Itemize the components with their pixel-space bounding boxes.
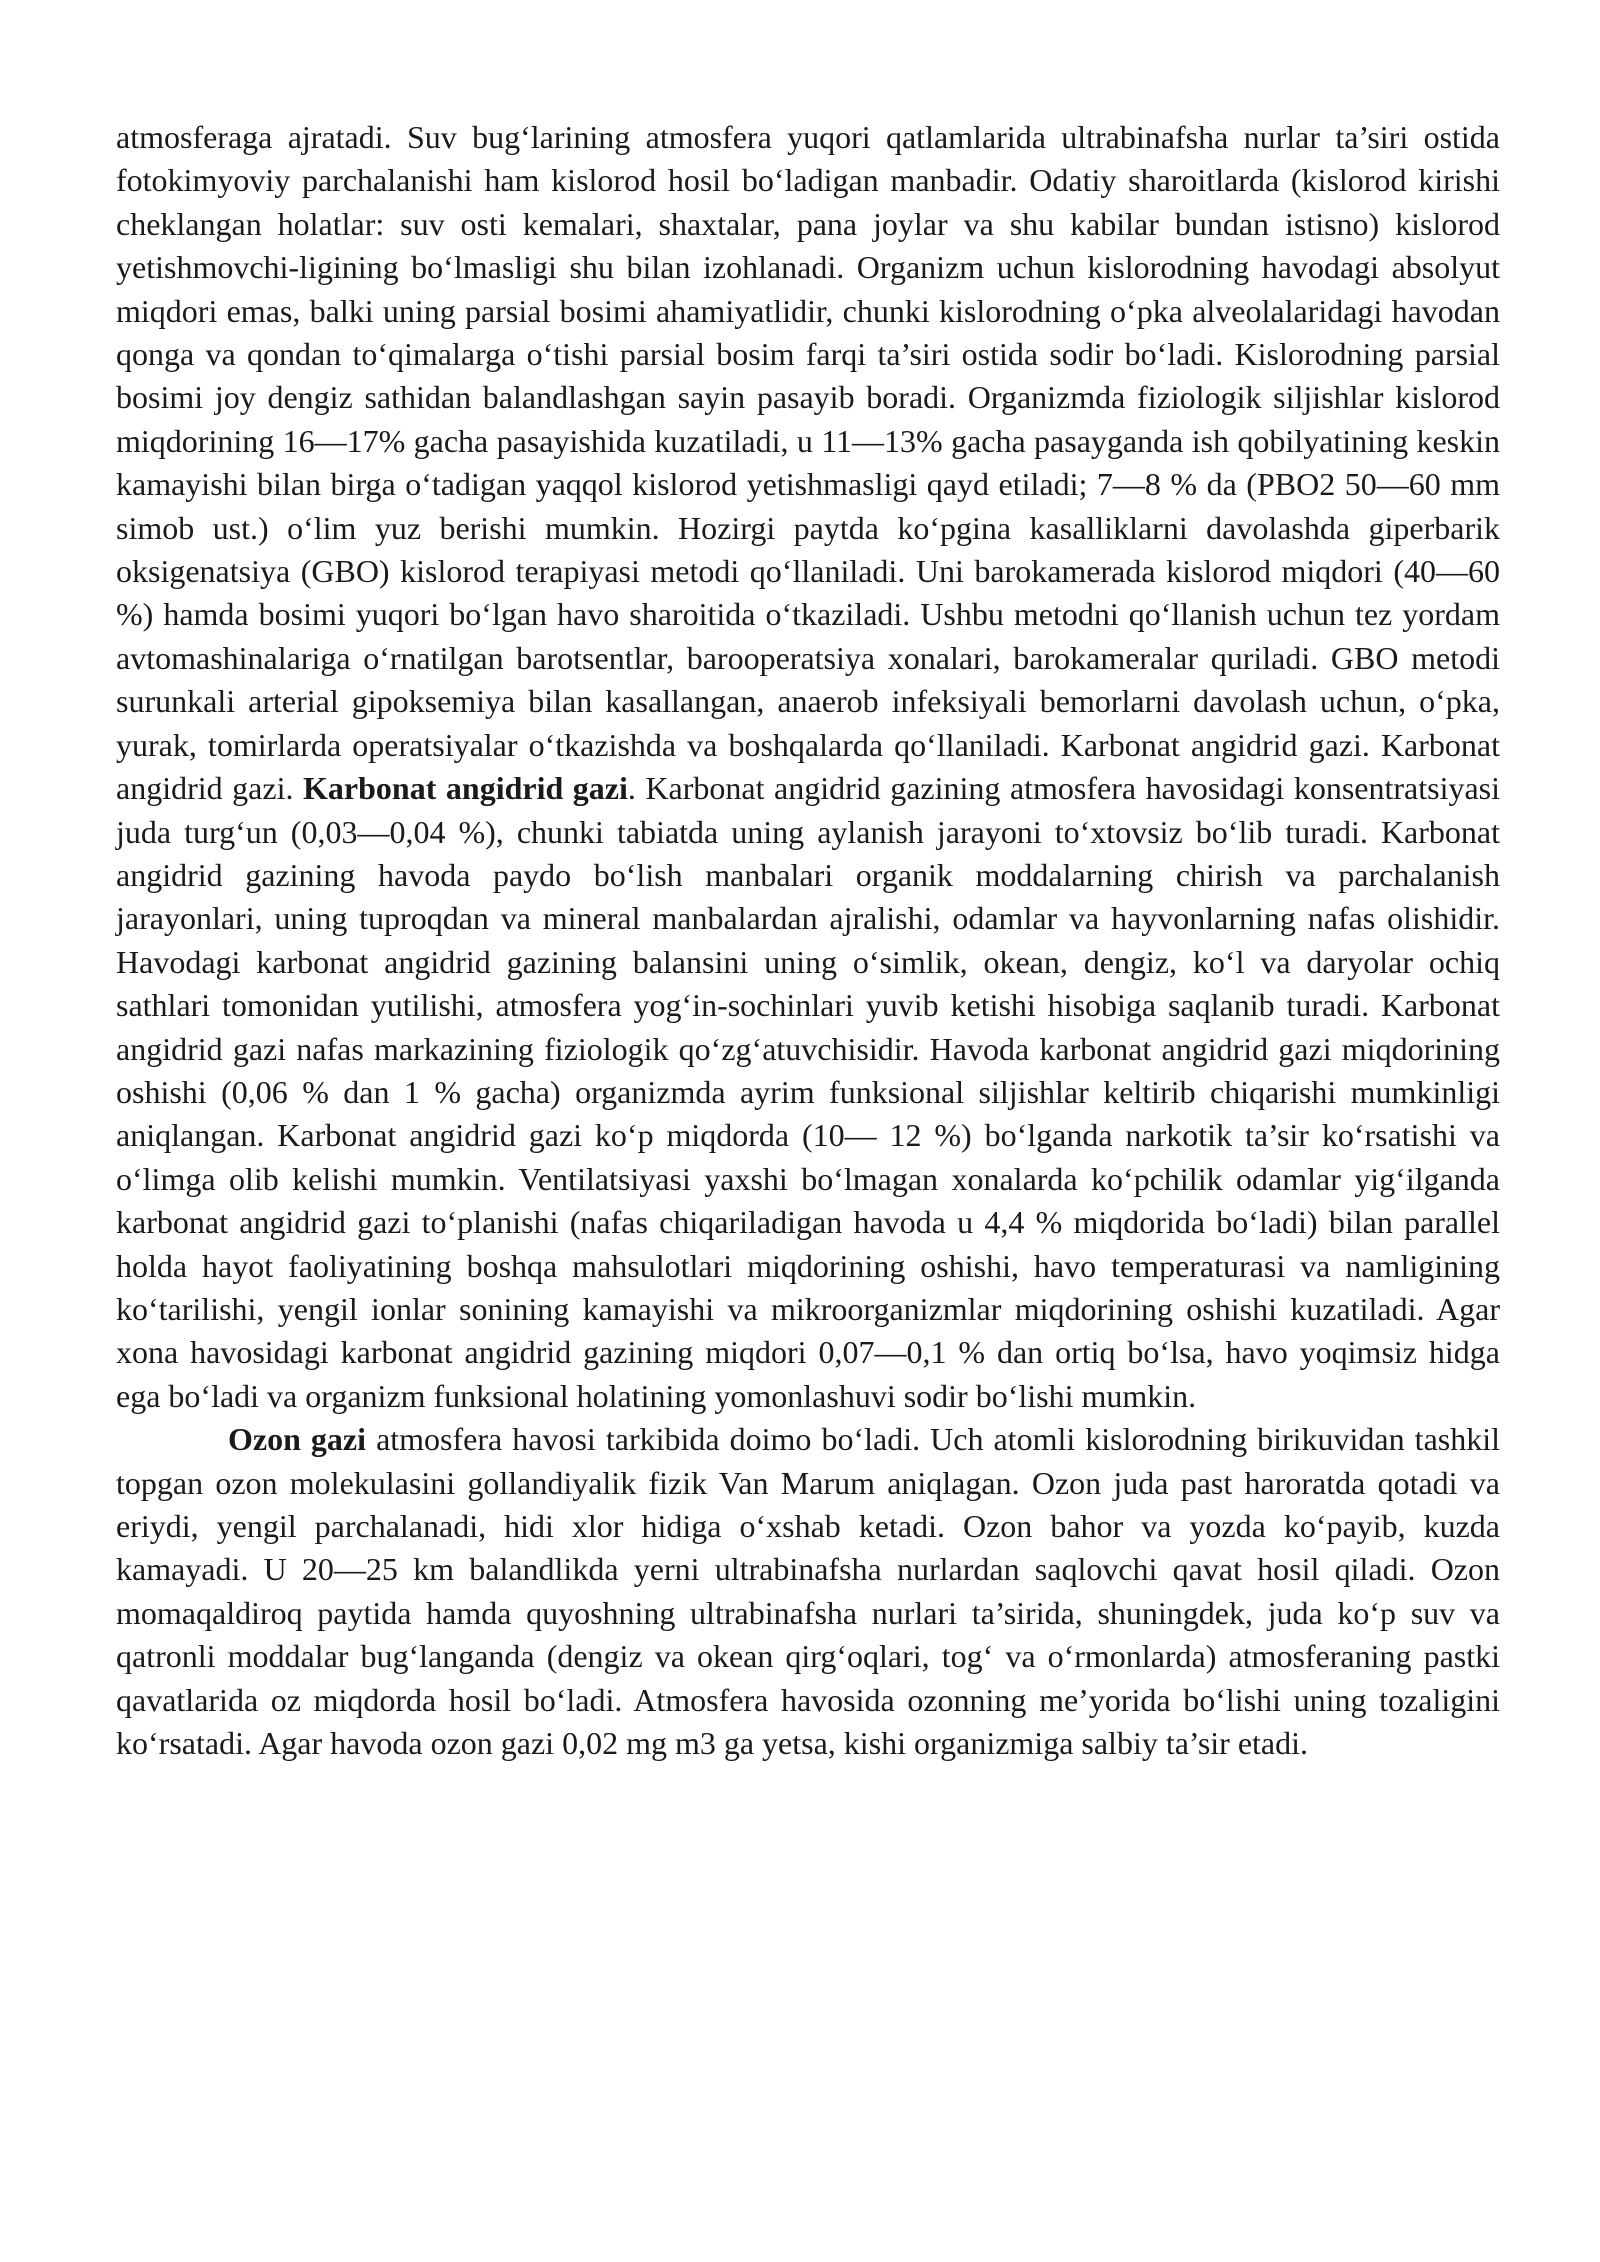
paragraph-text: atmosferaga ajratadi. Suv bug‘larining atmosfera yuqori qatlamlarida ultrabinafsha nurlar ta’siri ostida fotokimyoviy parchalanishi ham kislorod hosil bo‘ladigan manbadir. Odatiy sharoitlarda (kislorod kirishi cheklangan holatlar: suv osti kemalari, shaxtalar, pana joylar va shu kabilar bundan istisno) kislorod yetishmovchi-ligining bo‘lmasligi shu bilan izohlanadi. Organizm uchun kislorodning havodagi absolyut miqdori emas, balki uning parsial bosimi ahamiyatlidir, chunki kislorodning o‘pka alveolalaridagi havodan qonga va qondan to‘qimalarga o‘tishi parsial bosim farqi ta’siri ostida sodir bo‘ladi. Kislorodning parsial bosimi joy dengiz sathidan balandlashgan sayin pasayib boradi. Organizmda fiziologik siljishlar kislorod miqdorining 16—17% gacha pasayishida kuzatiladi, u 11—13% gacha pasayganda ish qobilyatining keskin kamayishi bilan birga o‘tadigan yaqqol kislorod yetishmasligi qayd etiladi; 7—8 % da (PBO2 50—60 mm simob ust.) o‘lim yuz berishi mumkin. Hozirgi paytda ko‘pgina kasalliklarni davolashda giperbarik oksigenatsiya (GBO) kislorod terapiyasi metodi qo‘llaniladi. Uni barokamerada kislorod miqdori (40—60 %) hamda bosimi yuqori bo‘lgan havo sharoitida o‘tkaziladi. Ushbu metodni qo‘llanish uchun tez yordam avtomashinalariga o‘rnatilgan barotsentlar, barooperatsiya xonalari, barokameralar quriladi. GBO metodi surunkali arterial gipoksemiya bilan kasallangan, anaerob infeksiyali bemorlarni davolash uchun, o‘pka, yurak, tomirlarda operatsiyalar o‘tkazishda va boshqalarda qo‘llaniladi. Karbonat angidrid gazi. Karbonat angidrid gazi. [116, 119, 1500, 807]
section-heading-carbon-dioxide: Karbonat angidrid gazi [303, 770, 628, 807]
paragraph-text: atmosfera havosi tarkibida doimo bo‘ladi. Uch atomli kislorodning birikuvidan tashkil topgan ozon molekulasini gollandiyalik fizik Van Marum aniqlagan. Ozon juda past haroratda qotadi va eriydi, yengil parchalanadi, hidi xlor hidiga o‘xshab ketadi. Ozon bahor va yozda ko‘payib, kuzda kamayadi. U 20—25 km balandlikda yerni ultrabinafsha nurlardan saqlovchi qavat hosil qiladi. Ozon momaqaldiroq paytida hamda quyoshning ultrabinafsha nurlari ta’sirida, shuningdek, juda ko‘p suv va qatronli moddalar bug‘langanda (dengiz va okean qirg‘oqlari, tog‘ va o‘rmonlarda) atmosferaning pastki qavatlarida oz miqdorda hosil bo‘ladi. Atmosfera havosida ozonning me’yorida bo‘lishi uning tozaligini ko‘rsatadi. Agar havoda ozon gazi 0,02 mg m3 ga yetsa, kishi organizmiga salbiy ta’sir etadi. [116, 1421, 1501, 1762]
section-heading-ozone: Ozon gazi [228, 1421, 367, 1458]
paragraph-ozone [116, 1418, 1500, 1765]
paragraph-text: . Karbonat angidrid gazining atmosfera havosidagi konsentratsiyasi juda turg‘un (0,03—0,04 %), chunki tabiatda uning aylanish jarayoni to‘xtovsiz bo‘lib turadi. Karbonat angidrid gazining havoda paydo bo‘lish manbalari organik moddalarning chirish va parchalanish jarayonlari, uning tuproqdan va mineral manbalardan ajralishi, odamlar va hayvonlarning nafas olishidir. Havodagi karbonat angidrid gazining balansini uning o‘simlik, okean, dengiz, ko‘l va daryolar ochiq sathlari tomonidan yutilishi, atmosfera yog‘in-sochinlari yuvib ketishi hisobiga saqlanib turadi. Karbonat angidrid gazi nafas markazining fiziologik qo‘zg‘atuvchisidir. Havoda karbonat angidrid gazi miqdorining oshishi (0,06 % dan 1 % gacha) organizmda ayrim funksional siljishlar keltirib chiqarishi mumkinligi aniqlangan. Karbonat angidrid gazi ko‘p miqdorda (10— 12 %) bo‘lganda narkotik ta’sir ko‘rsatishi va o‘limga olib kelishi mumkin. Ventilatsiyasi yaxshi bo‘lmagan xonalarda ko‘pchilik odamlar yig‘ilganda karbonat angidrid gazi to‘planishi (nafas chiqariladigan havoda u 4,4 % miqdorida bo‘ladi) bilan parallel holda hayot faoliyatining boshqa mahsulotlari miqdorining oshishi, havo temperaturasi va namligining ko‘tarilishi, yengil ionlar sonining kamayishi va mikroorganizmlar miqdorining oshishi kuzatiladi. Agar xona havosidagi karbonat angidrid gazining miqdori 0,07—0,1 % dan ortiq bo‘lsa, havo yoqimsiz hidga ega bo‘ladi va organizm funksional holatining yomonlashuvi sodir bo‘lishi mumkin. [116, 770, 1501, 1414]
paragraph-oxygen-carbon-dioxide [116, 116, 1500, 1418]
document-page [116, 116, 1500, 1765]
